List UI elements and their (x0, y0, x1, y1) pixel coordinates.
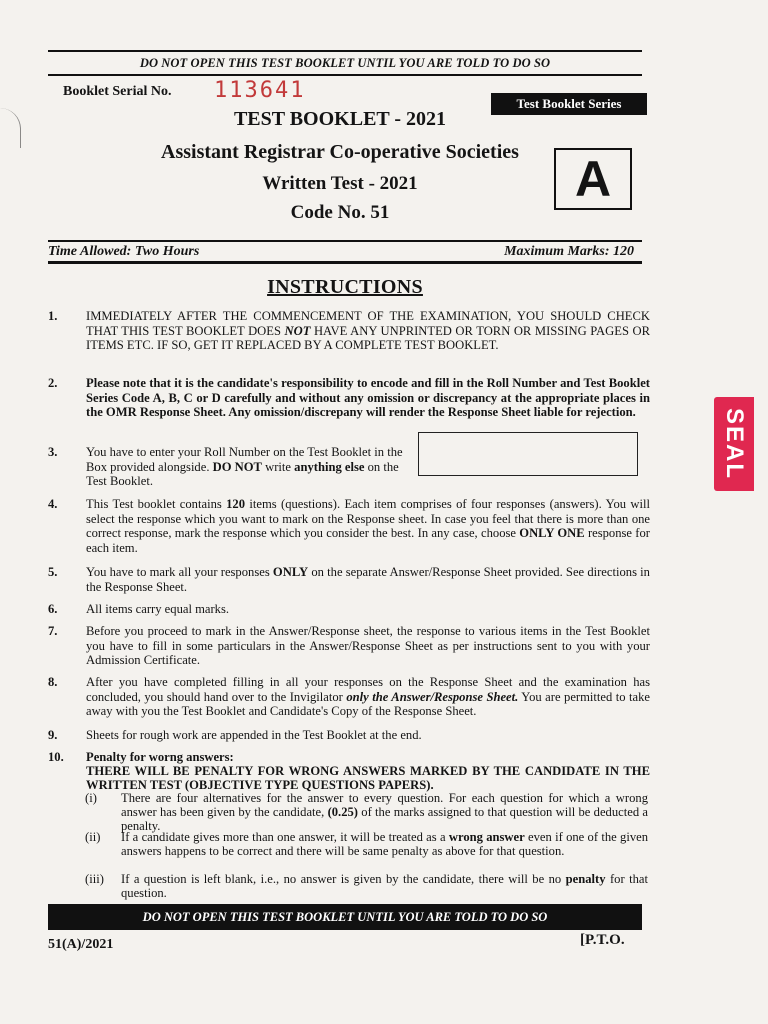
text-part: You have to mark all your responses (86, 565, 273, 579)
sub-text (121, 830, 648, 858)
text-emphasis: 120 (226, 497, 246, 511)
penalty-subheading: THERE WILL BE PENALTY FOR WRONG ANSWERS MARKED BY THE CANDIDATE IN THE WRITTEN TEST (OBJECTIVE TYPE QUESTIONS PAPERS). (86, 764, 650, 792)
time-rule-top (48, 240, 642, 242)
top-rule-2 (48, 74, 642, 76)
sub-number: (i) (85, 791, 97, 805)
text-emphasis: wrong answer (448, 830, 525, 844)
top-rule (48, 50, 642, 52)
serial-number: 113641 (214, 78, 306, 103)
footer-code: 51(A)/2021 (48, 937, 114, 952)
item-text (86, 445, 416, 489)
text-part: of the marks assigned to that question will be deducted a penalty. (121, 805, 648, 833)
text-emphasis: ONLY (272, 565, 309, 579)
item-number: 3. (48, 445, 58, 459)
item-number: 5. (48, 565, 58, 579)
text-emphasis: ONLY ONE (519, 526, 585, 541)
page-edge-mark (0, 108, 21, 148)
text-part: items (questions). Each item comprises of four responses (answers). You will select the response which you want to mark on the Response sheet. In case you feel that there is more than one correct response, mark the response which you consider the best. In any case, choose (86, 497, 650, 541)
text-part: HAVE ANY UNPRINTED OR TORN OR MISSING PAGES OR ITEMS ETC. IF SO, GET IT REPLACED BY A COMPLETE TEST BOOKLET. (86, 323, 650, 353)
text-emphasis: (0.25) (327, 805, 358, 819)
seal-label: SEAL (721, 407, 748, 481)
item-number: 10. (48, 750, 64, 764)
penalty-heading: Penalty for worng answers: (86, 750, 234, 764)
code-number: Code No. 51 (290, 202, 390, 223)
seal-tab (714, 397, 754, 491)
text-part: After you have completed filling in all your responses on the Response Sheet and the examination has concluded, you should hand over to the Invigilator (86, 675, 650, 704)
item-text (86, 565, 650, 594)
text-part: for that question. (121, 872, 648, 900)
text-part: There are four alternatives for the answer to every question. For each question for which a wrong answer has been given by the candidate, (121, 791, 648, 819)
text-emphasis: anything else (294, 459, 365, 474)
text-emphasis: only the Answer/Response Sheet. (346, 689, 519, 704)
text-emphasis: NOT (284, 323, 311, 338)
item-number: 2. (48, 376, 58, 390)
instructions-heading: INSTRUCTIONS (267, 276, 423, 298)
maximum-marks: Maximum Marks: 120 (504, 244, 634, 259)
text-part: If a candidate gives more than one answer, it will be treated as a (121, 830, 449, 844)
item-text: Please note that it is the candidate's responsibility to encode and fill in the Roll Number and Test Booklet Series Code A, B, C or D carefully and without any omission or discrepancy at the appropriate places in the OMR Response Sheet. Any omission/discrepany will render the Response Sheet liable for rejection. (86, 376, 650, 420)
exam-name: Assistant Registrar Co-operative Societies (161, 141, 519, 163)
page-turn-note: [P.T.O. (580, 932, 625, 948)
sub-text (121, 872, 648, 900)
item-number: 9. (48, 728, 58, 742)
text-emphasis: penalty (565, 872, 606, 886)
booklet-title: TEST BOOKLET - 2021 (233, 108, 447, 130)
item-number: 1. (48, 309, 58, 323)
roll-number-box[interactable] (418, 432, 638, 476)
sub-number: (iii) (85, 872, 104, 886)
text-part: on the Test Booklet. (86, 459, 399, 489)
text-part: write (261, 459, 295, 474)
text-part: response for each item. (86, 526, 650, 555)
sub-number: (ii) (85, 830, 101, 844)
item-text: Sheets for rough work are appended in the Test Booklet at the end. (86, 728, 422, 742)
time-allowed: Time Allowed: Two Hours (48, 244, 200, 259)
item-number: 8. (48, 675, 58, 689)
top-warning: DO NOT OPEN THIS TEST BOOKLET UNTIL YOU ARE TOLD TO DO SO (139, 56, 551, 70)
item-number: 6. (48, 602, 58, 616)
item-text (86, 675, 650, 719)
time-rule-bottom (48, 261, 642, 264)
item-number: 7. (48, 624, 58, 638)
text-part: even if one of the given answers happens to be correct and there will be same penalty as above for that question. (121, 830, 648, 858)
text-part: on the separate Answer/Response Sheet provided. See directions in the Response Sheet. (86, 565, 650, 594)
test-name: Written Test - 2021 (262, 173, 418, 194)
item-number: 4. (48, 497, 58, 511)
bottom-warning: DO NOT OPEN THIS TEST BOOKLET UNTIL YOU ARE TOLD TO DO SO (48, 904, 642, 930)
text-part: You are permitted to take away with you the Test Booklet and Candidate's Copy of the Response Sheet. (86, 689, 650, 719)
series-letter-box: A (554, 148, 632, 210)
text-part: IMMEDIATELY AFTER THE COMMENCEMENT OF THE EXAMINATION, YOU SHOULD CHECK THAT THIS TEST BOOKLET DOES (86, 309, 650, 338)
item-text (86, 309, 650, 353)
item-text (86, 497, 650, 555)
text-emphasis: DO NOT (212, 459, 262, 474)
serial-label: Booklet Serial No. (63, 84, 172, 99)
series-label: Test Booklet Series (491, 93, 647, 115)
item-text: All items carry equal marks. (86, 602, 230, 616)
text-part: You have to enter your Roll Number on the Test Booklet in the Box provided alongside. (86, 445, 403, 474)
text-part: If a question is left blank, i.e., no answer is given by the candidate, there will be no (121, 872, 566, 886)
item-text: Before you proceed to mark in the Answer/Response sheet, the response to various items in the Test Booklet you have to fill in some particulars in the Answer/Response Sheet as per instructions sent to you with your Admission Certificate. (86, 624, 650, 668)
sub-text (121, 791, 648, 833)
text-part: This Test booklet contains (86, 497, 227, 511)
